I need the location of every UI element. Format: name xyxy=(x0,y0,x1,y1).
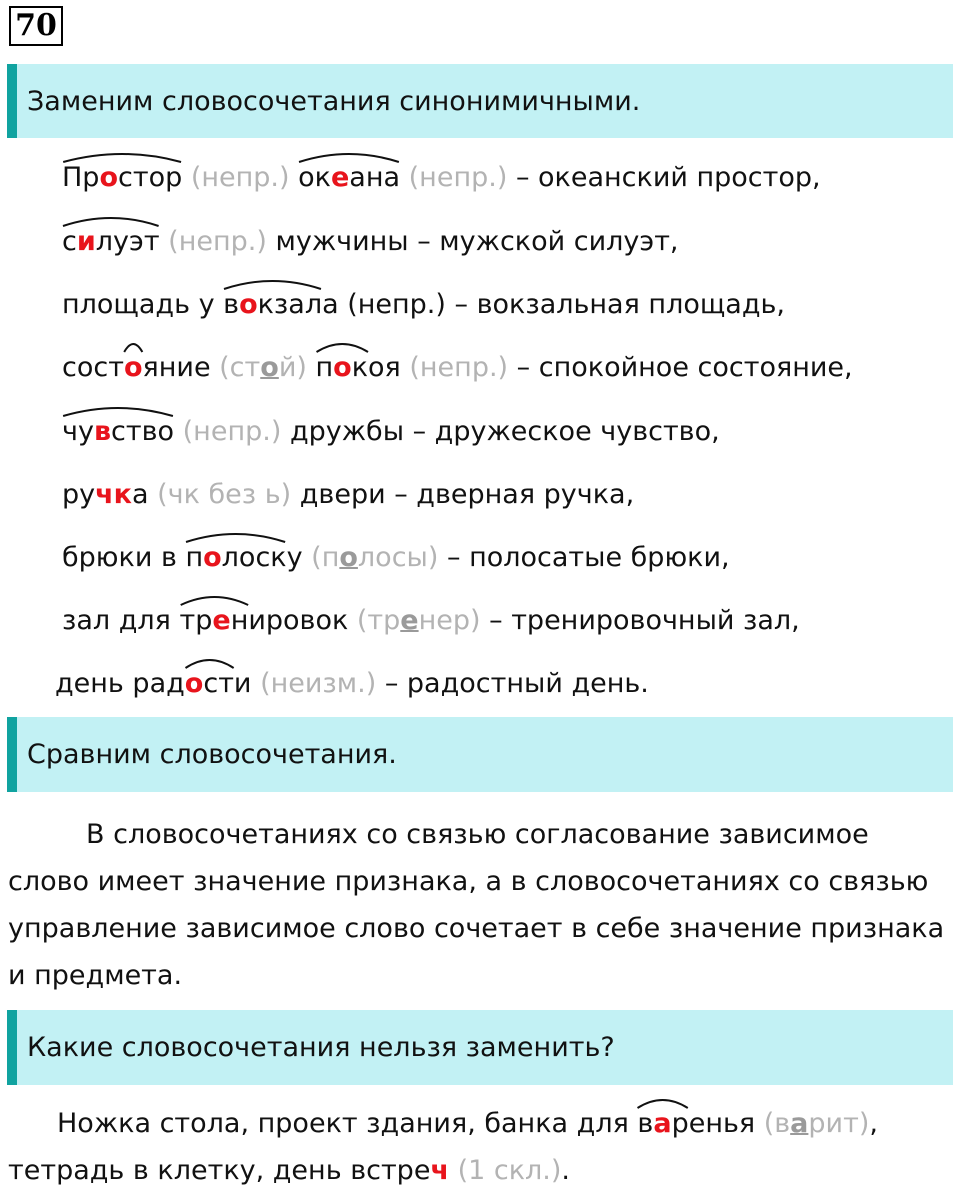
word-text: Ножка стола, проект здания, банка для xyxy=(57,1108,638,1139)
word-text: ировок xyxy=(248,605,357,636)
word-text: , xyxy=(869,1108,878,1139)
word-text: лоск xyxy=(221,542,287,573)
word-text: мужчины – мужской силуэт, xyxy=(266,226,679,257)
phrase-row xyxy=(62,226,679,258)
root-arc-mark xyxy=(223,276,322,290)
section-heading-irreplaceable xyxy=(7,1010,953,1085)
word-text: ру xyxy=(62,479,96,510)
phrase-row xyxy=(62,542,730,574)
word-text: сост xyxy=(62,352,124,383)
word-text xyxy=(174,416,183,447)
check-letter: а xyxy=(790,1108,809,1139)
highlighted-letter: чк xyxy=(95,479,132,510)
highlighted-letter: в xyxy=(93,416,112,447)
highlighted-letter: о xyxy=(239,289,258,320)
hint-note: (в xyxy=(763,1108,791,1139)
hint-note: (непр.) xyxy=(190,162,290,193)
root-word xyxy=(185,668,234,700)
word-text: двери – дверная ручка, xyxy=(291,479,635,510)
word-text xyxy=(160,226,169,257)
word-text: кзал xyxy=(257,289,323,320)
root-arc-mark xyxy=(62,403,174,417)
explanation-text: В словосочетаниях со связью согласование зависимое слово имеет значение признака, а в словосочетаниях со связью управление зависимое слово сочетает в себе значение признака и предмета. xyxy=(8,819,945,991)
phrase-row xyxy=(62,289,785,321)
word-text: – полосатые брюки, xyxy=(438,542,730,573)
highlighted-letter: е xyxy=(330,162,350,193)
word-text: в xyxy=(223,289,240,320)
word-text: оя xyxy=(368,352,410,383)
word-text: – радостный день. xyxy=(376,668,649,699)
word-text: р xyxy=(671,1108,689,1139)
root-arc-path xyxy=(638,1100,688,1108)
root-word xyxy=(185,542,286,574)
word-text xyxy=(449,1155,458,1186)
highlighted-letter: о xyxy=(123,352,143,383)
section-heading-compare xyxy=(7,717,953,792)
section-heading-text: Заменим словосочетания синонимичными. xyxy=(27,85,641,117)
root-arc-mark xyxy=(185,655,234,669)
word-text: дружбы – дружеское чувство, xyxy=(281,416,720,447)
word-text: а xyxy=(132,479,158,510)
word-text: енья xyxy=(688,1108,764,1139)
hint-note: (непр.) xyxy=(182,416,282,447)
highlighted-letter: е xyxy=(212,605,231,636)
highlighted-letter: о xyxy=(203,542,222,573)
root-word xyxy=(223,289,322,321)
word-text: площадь у xyxy=(62,289,224,320)
root-arc-mark xyxy=(316,339,369,353)
answer-line xyxy=(8,1155,570,1187)
phrase-row xyxy=(62,479,634,511)
word-text: тр xyxy=(179,605,213,636)
word-text: п xyxy=(315,352,334,383)
word-text: брюки в xyxy=(62,542,186,573)
root-arc-path xyxy=(63,218,159,226)
hint-note: й) xyxy=(278,352,307,383)
phrase-row xyxy=(62,416,720,448)
word-text: . xyxy=(561,1155,570,1186)
word-text: – спокойное состояние, xyxy=(508,352,853,383)
highlighted-letter: и xyxy=(76,226,96,257)
word-text xyxy=(400,162,409,193)
highlighted-letter: о xyxy=(333,352,352,383)
root-arc-path xyxy=(63,154,181,162)
root-word xyxy=(180,605,249,637)
root-arc-path xyxy=(186,534,285,542)
highlighted-letter: о xyxy=(184,668,204,699)
hint-note: (непр.) xyxy=(168,226,267,257)
hint-note: нер) xyxy=(418,605,481,636)
word-text: а (непр.) – вокзальная площадь, xyxy=(322,289,785,320)
hint-note: лосы) xyxy=(357,542,439,573)
root-arc-path xyxy=(63,408,173,416)
check-letter: о xyxy=(260,352,279,383)
hint-note: (чк без ь) xyxy=(157,479,292,510)
hint-note: (1 скл.) xyxy=(457,1155,562,1186)
word-text: н xyxy=(230,605,249,636)
word-text: стор xyxy=(118,162,183,193)
root-arc-path xyxy=(124,344,142,352)
root-arc-path xyxy=(299,154,399,162)
root-word xyxy=(124,352,143,384)
word-text xyxy=(182,162,191,193)
word-text: п xyxy=(185,542,204,573)
hint-note: (тр xyxy=(356,605,401,636)
word-text: у xyxy=(286,542,312,573)
hint-note: (неизм.) xyxy=(260,668,377,699)
highlighted-letter: а xyxy=(653,1108,672,1139)
word-text: день рад xyxy=(55,668,185,699)
phrase-row xyxy=(62,162,821,194)
root-arc-mark xyxy=(637,1095,688,1109)
root-arc-path xyxy=(224,281,321,289)
word-text: ст xyxy=(203,668,234,699)
word-text: ство xyxy=(111,416,175,447)
root-arc-mark xyxy=(180,592,249,606)
hint-note: (п xyxy=(311,542,340,573)
root-arc-mark xyxy=(185,529,286,543)
word-text xyxy=(307,352,316,383)
word-text: – тренировочный зал, xyxy=(480,605,800,636)
root-arc-path xyxy=(180,597,247,605)
word-text: чу xyxy=(62,416,94,447)
root-arc-mark xyxy=(62,213,160,227)
word-text: луэт xyxy=(95,226,160,257)
hint-note: рит) xyxy=(808,1108,870,1139)
hint-note: (непр.) xyxy=(408,162,508,193)
root-arc-path xyxy=(316,344,367,352)
root-arc-mark xyxy=(124,339,143,353)
word-text xyxy=(290,162,299,193)
root-arc-path xyxy=(185,660,233,668)
highlighted-letter: ч xyxy=(430,1155,449,1186)
word-text: к xyxy=(351,352,369,383)
word-text: ана xyxy=(349,162,401,193)
word-text: – океанский простор, xyxy=(507,162,821,193)
phrase-row xyxy=(55,668,649,700)
section-heading-replace xyxy=(7,64,953,138)
root-arc-mark xyxy=(298,149,400,163)
root-word xyxy=(62,162,182,194)
phrase-row xyxy=(62,352,853,384)
root-word xyxy=(62,226,160,258)
word-text: зал для xyxy=(62,605,180,636)
word-text: Пр xyxy=(62,162,100,193)
root-word xyxy=(316,352,369,384)
hint-note: (ст xyxy=(219,352,261,383)
word-text: в xyxy=(637,1108,654,1139)
phrase-row xyxy=(62,605,800,637)
answer-line xyxy=(57,1108,878,1140)
word-text: яние xyxy=(142,352,220,383)
word-text: и xyxy=(233,668,261,699)
highlighted-letter: о xyxy=(99,162,119,193)
word-text: тетрадь в клетку, день встре xyxy=(8,1155,431,1186)
word-text: с xyxy=(62,226,77,257)
root-word xyxy=(637,1108,688,1140)
word-text: ок xyxy=(298,162,331,193)
hint-note: (непр.) xyxy=(409,352,509,383)
section-heading-text: Какие словосочетания нельзя заменить? xyxy=(27,1032,615,1063)
root-word xyxy=(62,416,174,448)
root-word xyxy=(298,162,400,194)
root-arc-mark xyxy=(62,149,182,163)
check-letter: о xyxy=(339,542,358,573)
section-heading-text: Сравним словосочетания. xyxy=(27,739,397,770)
explanation-paragraph xyxy=(8,811,948,999)
check-letter: е xyxy=(400,605,419,636)
task-number: 70 xyxy=(9,6,63,46)
